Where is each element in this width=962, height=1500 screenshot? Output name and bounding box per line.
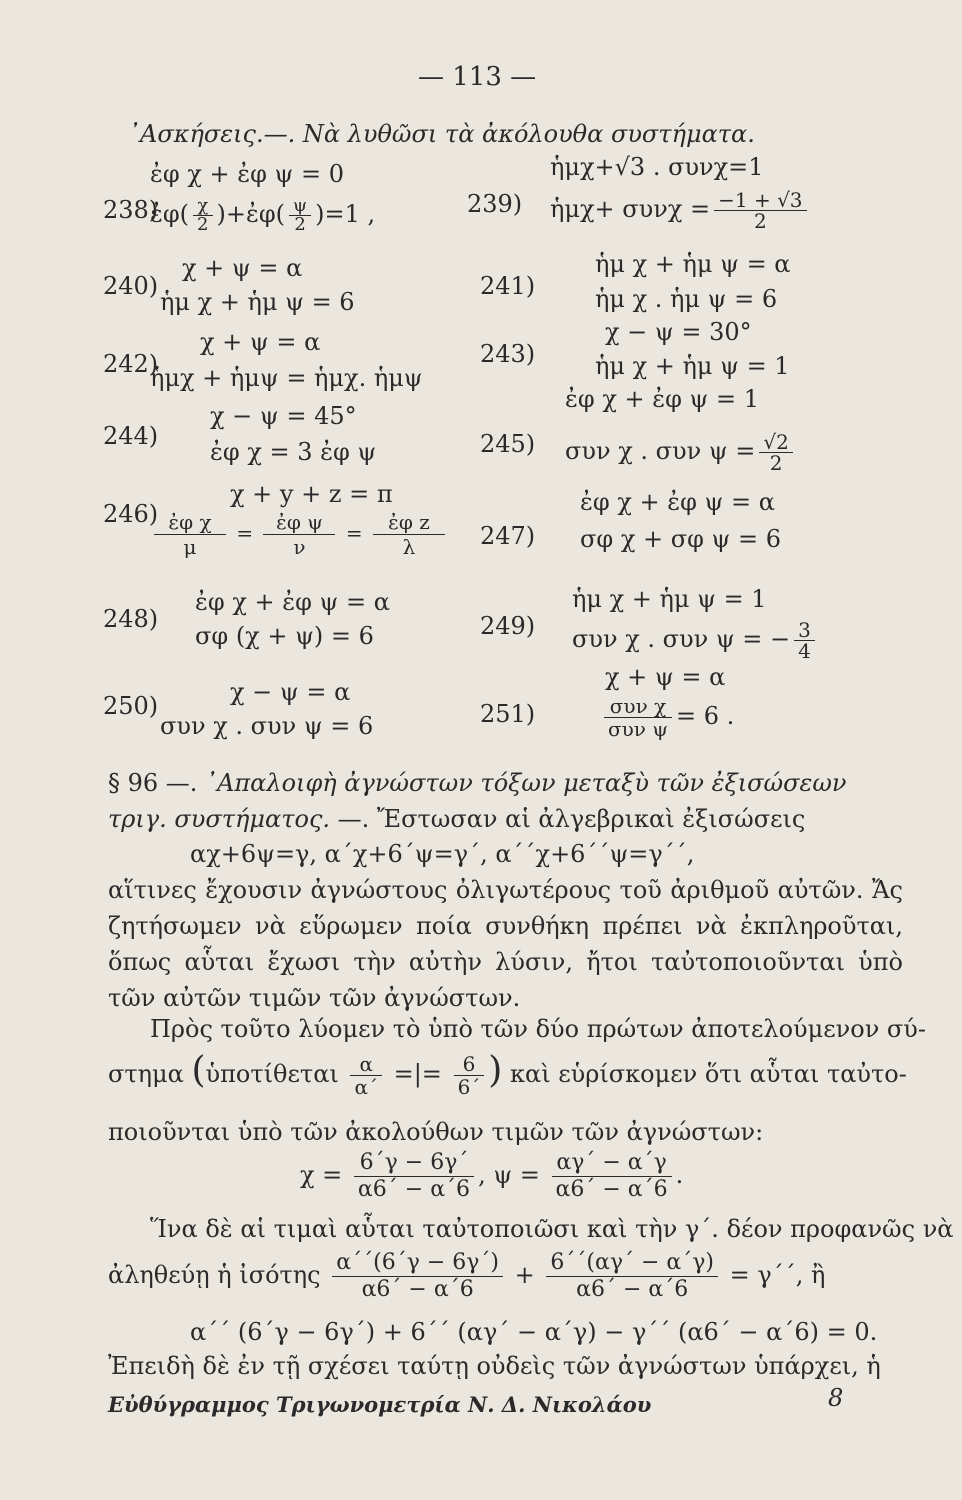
exercise-241-line2: ἡμ χ . ἡμ ψ = 6	[595, 285, 778, 313]
paragraph-2-line1: Πρὸς τοῦτο λύομεν τὸ ὑπὸ τῶν δύο πρώτων ἀποτελούμενον σύ-	[150, 1015, 926, 1043]
exercise-249-line1: ἡμ χ + ἡμ ψ = 1	[572, 585, 767, 613]
exercise-248-number: 248)	[103, 605, 159, 633]
exercise-239-line1: ἡμχ+√3 . συνχ=1	[550, 153, 764, 181]
exercise-248-line1: ἐφ χ + ἐφ ψ = α	[195, 588, 390, 616]
exercise-238-line2: ἐφ( $\frac{\chi}{2}$ )+ἐφ( $\frac{\psi}{2}$ )=1 ,	[150, 195, 376, 235]
exercise-243-line2: ἡμ χ + ἡμ ψ = 1	[595, 352, 790, 380]
identity-equation: ἀληθεύῃ ἡ ἰσότης $\frac{\alpha΄΄(6΄\gamma - 6\gamma΄)}{\alpha 6΄ - \alpha΄6}$ + $\frac{6΄΄(\alpha\gamma΄ - \alpha΄\gamma)}{\alpha 6΄ - \alpha΄6}$ = γ΄΄, ἢ	[108, 1250, 826, 1302]
exercise-240-number: 240)	[103, 272, 159, 300]
exercise-241-line1: ἡμ χ + ἡμ ψ = α	[595, 250, 791, 278]
exercise-240-line1: χ + ψ = α	[182, 254, 303, 282]
exercise-247-line1: ἐφ χ + ἐφ ψ = α	[580, 488, 775, 516]
exercise-247-line2: σφ χ + σφ ψ = 6	[580, 525, 781, 553]
exercise-250-line2: συν χ . συν ψ = 6	[160, 712, 374, 740]
exercise-239-line2: ἡμχ+ συνχ = $\frac{-1 + √3}{2}$	[550, 190, 811, 231]
exercise-243-line1: χ − ψ = 30°	[605, 318, 752, 346]
paragraph-2-line3: ποιοῦνται ὑπὸ τῶν ἀκολούθων τιμῶν τῶν ἀγνώστων:	[108, 1118, 764, 1146]
exercise-240-line2: ἡμ χ + ἡμ ψ = 6	[160, 288, 355, 316]
exercise-249-number: 249)	[480, 612, 536, 640]
paragraph-1: αἵτινες ἔχουσιν ἀγνώστους ὀλιγωτέρους τοῦ ἀριθμοῦ αὐτῶν. Ἄς ζητήσωμεν νὰ εὕρωμεν ποία συνθήκη πρέπει νὰ ἐκπληροῦται, ὅπως αὗται ἔχωσι τὴν αὐτὴν λύσιν, ἤτοι ταὐτοποιοῦνται ὑπὸ τῶν αὐτῶν τιμῶν τῶν ἀγνώστων.	[108, 876, 903, 1012]
exercise-247-number: 247)	[480, 522, 536, 550]
paragraph-3: Ἵνα δὲ αἱ τιμαὶ αὗται ταὐτοποιῶσι καὶ τὴν γ΄. δέον προφανῶς νὰ	[150, 1215, 954, 1243]
exercise-245-number: 245)	[480, 430, 536, 458]
exercise-244-line2: ἐφ χ = 3 ἐφ ψ	[210, 438, 377, 466]
exercise-243-number: 243)	[480, 340, 536, 368]
exercise-242-number: 242)	[103, 350, 159, 378]
paragraph-6: Ἐπειδὴ δὲ ἐν τῇ σχέσει ταύτῃ οὐδεὶς τῶν ἀγνώστων ὑπάρχει, ἡ	[108, 1352, 881, 1380]
exercise-242-line1: χ + ψ = α	[200, 328, 321, 356]
exercise-246-number: 246)	[103, 500, 159, 528]
exercise-251-line2: $\frac{\text{συν χ}}{\text{συν ψ}}$ = 6 .	[600, 695, 734, 740]
exercise-245-line2: συν χ . συν ψ = $\frac{√2}{2}$	[565, 432, 797, 473]
exercise-245-line1: ἐφ χ + ἐφ ψ = 1	[565, 385, 759, 413]
exercise-251-number: 251)	[480, 700, 536, 728]
exercise-241-number: 241)	[480, 272, 536, 300]
footer-sheet-number: 8	[828, 1384, 844, 1412]
footer-book-title: Εὐθύγραμμος Τριγωνομετρία Ν. Δ. Νικολάου	[108, 1392, 652, 1417]
exercise-246-line1: χ + y + z = π	[230, 480, 393, 508]
exercise-246-line2: $\frac{\text{ἐφ χ}}{\mu}$ = $\frac{\text{ἐφ ψ}}{\nu}$ = $\frac{\text{ἐφ z}}{\lambda}$	[150, 510, 449, 559]
page-number: — 113 —	[418, 62, 537, 92]
exercise-238-line1: ἐφ χ + ἐφ ψ = 0	[150, 160, 344, 188]
exercise-239-number: 239)	[467, 190, 523, 218]
exercise-248-line2: σφ (χ + ψ) = 6	[195, 622, 374, 650]
section-title: § 96 —. ᾿Απαλοιφὴ ἀγνώστων τόξων μεταξὺ τῶν ἐξισώσεων τριγ. συστήματος. —. Ἔστωσαν αἱ ἀλγεβρικαὶ ἐξισώσεις	[108, 769, 847, 833]
exercises-heading: ᾿Ασκήσεις.—. Νὰ λυθῶσι τὰ ἀκόλουθα συστήματα.	[128, 120, 755, 148]
exercise-249-line2: συν χ . συν ψ = − $\frac{3}{4}$	[572, 620, 819, 661]
exercise-251-line1: χ + ψ = α	[605, 663, 726, 691]
paragraph-2-line2: στημα (ὑποτίθεται $\frac{\alpha}{\alpha΄}$ =|= $\frac{6}{6΄}$ ) καὶ εὑρίσκομεν ὅτι αὗται ταὐτο-	[108, 1050, 907, 1099]
condition-equation: α΄΄ (6΄γ − 6γ΄) + 6΄΄ (αγ΄ − α΄γ) − γ΄΄ (α6΄ − α΄6) = 0.	[190, 1318, 878, 1346]
exercise-238-number: 238)	[103, 196, 159, 224]
solution-formula: χ = $\frac{6΄\gamma - 6\gamma΄}{\alpha 6΄ - \alpha΄6}$ , ψ = $\frac{\alpha\gamma΄ - \alpha΄\gamma}{\alpha 6΄ - \alpha΄6}$ .	[300, 1150, 684, 1202]
exercise-244-number: 244)	[103, 422, 159, 450]
exercise-242-line2: ἡμχ + ἡμψ = ἡμχ. ἡμψ	[150, 364, 423, 392]
exercise-244-line1: χ − ψ = 45°	[210, 402, 357, 430]
exercise-250-line1: χ − ψ = α	[230, 678, 351, 706]
exercise-250-number: 250)	[103, 692, 159, 720]
system-equations: αχ+6ψ=γ, α΄χ+6΄ψ=γ΄, α΄΄χ+6΄΄ψ=γ΄΄,	[190, 840, 695, 868]
